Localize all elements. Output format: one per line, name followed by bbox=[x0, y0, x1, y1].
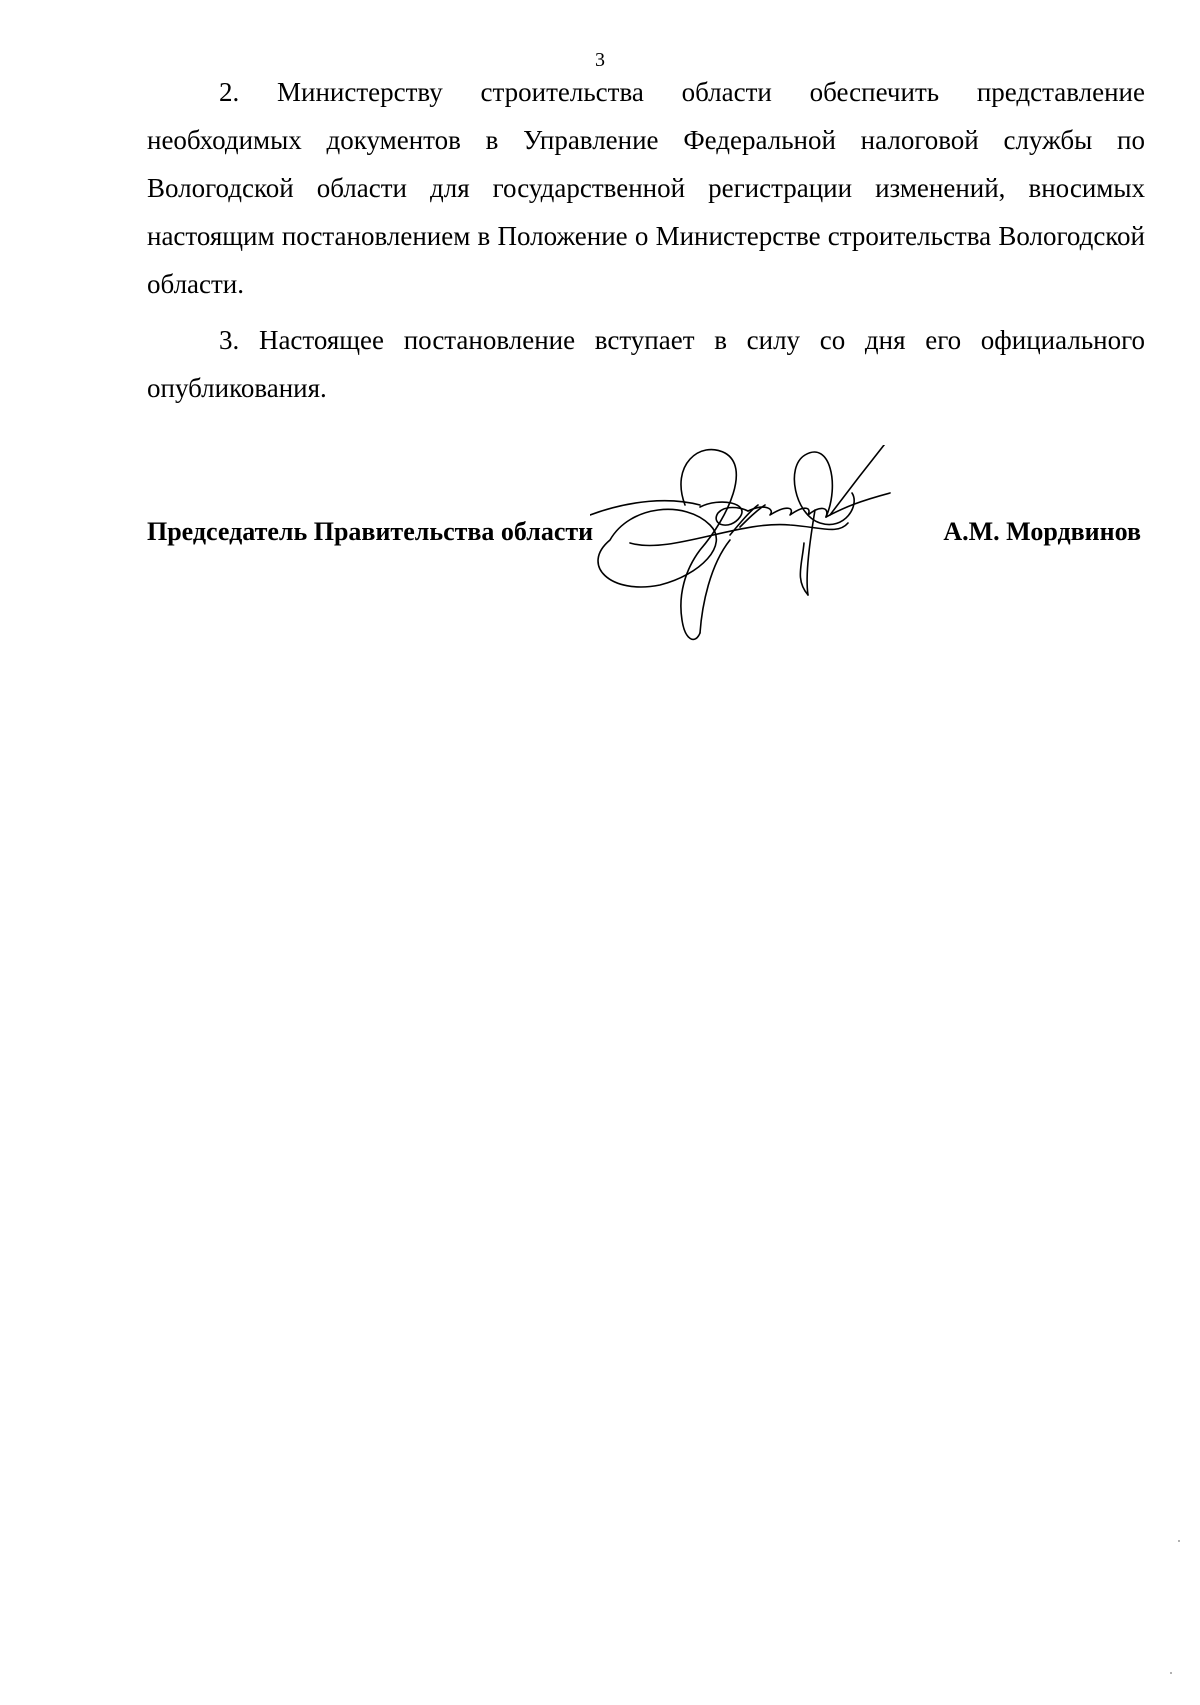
paragraph-3: 3. Настоящее постановление вступает в силу со дня его официального опубликования. bbox=[147, 325, 1145, 403]
scan-speck bbox=[1170, 1672, 1172, 1674]
page-number: 3 bbox=[595, 49, 605, 71]
signature-block bbox=[147, 512, 1141, 552]
paragraph-2: 2. Министерству строительства области обеспечить представление необходимых документов в Управление Федеральной налоговой службы по Вологодской области для государственной регистрации изменений, вносимых настоящим постановлением в Положение о Министерстве строительства Вологодской области. bbox=[147, 77, 1145, 299]
document-body bbox=[147, 68, 1145, 412]
scan-speck bbox=[1178, 1540, 1180, 1542]
signer-name: А.М. Мордвинов bbox=[943, 517, 1141, 546]
signer-title: Председатель Правительства области bbox=[147, 517, 594, 546]
